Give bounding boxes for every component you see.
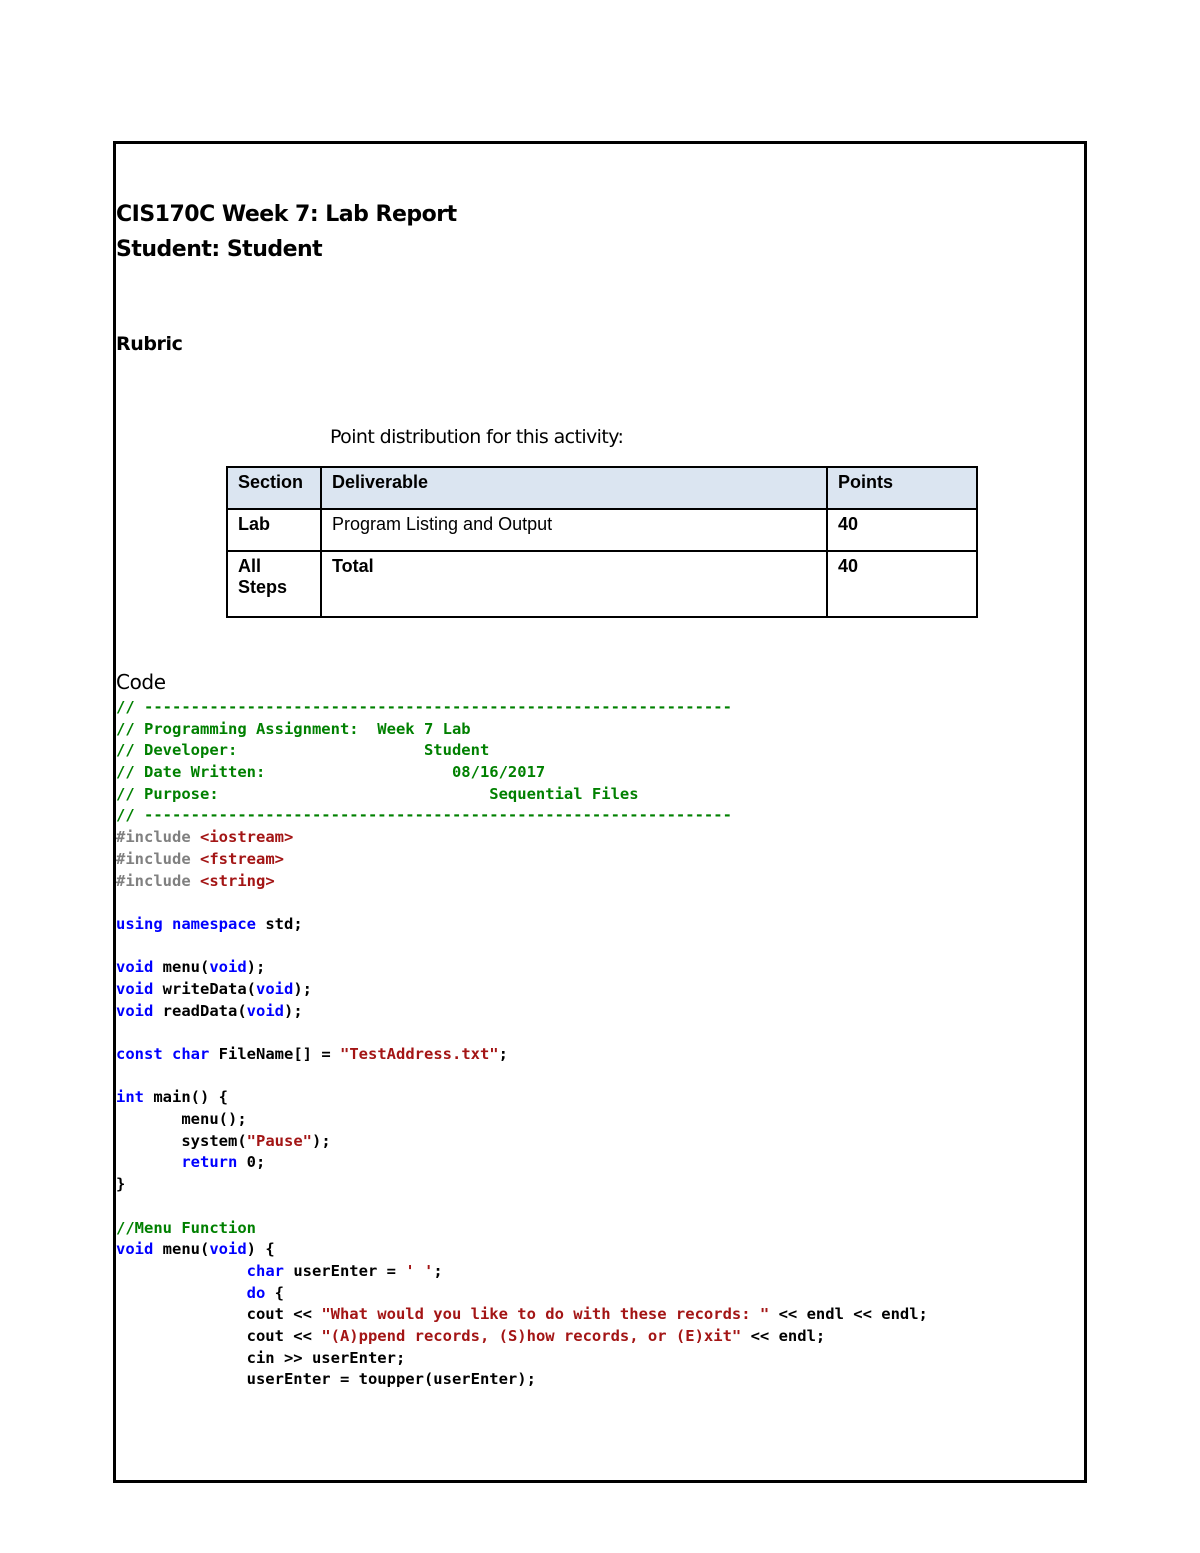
code-token: { <box>265 1283 284 1302</box>
rubric-heading: Rubric <box>116 333 183 355</box>
code-token: void <box>255 979 294 998</box>
document-title: CIS170C Week 7: Lab Report <box>116 202 457 227</box>
code-line <box>116 1283 928 1305</box>
code-token: void <box>209 1240 247 1259</box>
code-token: cout << <box>116 1326 322 1345</box>
code-token: void <box>116 1001 154 1020</box>
table-row <box>227 551 977 617</box>
rubric-table <box>226 466 978 618</box>
table-row <box>227 509 977 551</box>
code-line <box>116 1304 928 1326</box>
code-token: // Date Written: 08/16/2017 <box>116 763 546 782</box>
code-token <box>116 1153 181 1171</box>
code-token: ); <box>311 1131 331 1150</box>
column-header-deliverable: Deliverable <box>321 467 827 509</box>
code-token: ' ' <box>405 1261 434 1280</box>
code-token: void <box>116 958 154 977</box>
code-token: namespace <box>172 914 257 933</box>
code-line <box>116 936 928 958</box>
code-token: // Developer: Student <box>116 741 490 760</box>
code-token: #include <box>116 828 200 847</box>
page-frame <box>113 141 1087 1483</box>
code-token: "TestAddress.txt" <box>340 1045 499 1063</box>
code-line <box>116 1087 928 1109</box>
code-token: char <box>246 1261 284 1280</box>
code-line <box>116 1044 928 1066</box>
code-line <box>116 1174 928 1196</box>
code-line <box>116 957 928 979</box>
code-token: void <box>116 979 154 998</box>
code-line <box>116 849 928 871</box>
code-token: cin >> userEnter; <box>116 1348 406 1367</box>
code-token: int <box>116 1088 144 1107</box>
code-token: #include <box>116 849 200 868</box>
cell-points: 40 <box>827 551 977 617</box>
code-token: FileName[] = <box>209 1045 340 1063</box>
column-header-points: Points <box>827 467 977 509</box>
code-token: ) { <box>246 1240 275 1259</box>
cell-section: Lab <box>227 509 321 551</box>
code-line <box>116 1218 928 1240</box>
code-line <box>116 1326 928 1348</box>
code-line <box>116 1131 928 1153</box>
code-token: main() { <box>144 1088 228 1107</box>
code-token: //Menu Function <box>116 1218 256 1237</box>
code-token: // Purpose: Sequential Files <box>116 784 639 803</box>
code-token: ; <box>433 1261 443 1280</box>
cell-points: 40 <box>827 509 977 551</box>
code-token: ; <box>498 1045 508 1063</box>
code-line <box>116 762 928 784</box>
code-line <box>116 914 928 936</box>
code-token: 0; <box>237 1153 266 1172</box>
code-line <box>116 1022 928 1044</box>
code-line <box>116 871 928 893</box>
code-token: "Pause" <box>246 1131 312 1150</box>
code-token: using <box>116 914 163 933</box>
code-token: readData( <box>153 1001 247 1020</box>
code-token: menu(); <box>116 1110 247 1129</box>
code-token: <string> <box>200 871 275 890</box>
code-token <box>116 1284 247 1302</box>
code-token: std; <box>256 914 303 933</box>
code-token: ); <box>283 1001 303 1020</box>
code-line <box>116 1001 928 1023</box>
code-token: #include <box>116 871 200 890</box>
code-token <box>163 1045 172 1063</box>
table-header-row <box>227 467 977 509</box>
code-token: const <box>116 1045 163 1063</box>
code-token <box>163 915 172 933</box>
code-token: << endl; <box>741 1326 826 1345</box>
code-token: menu( <box>153 1240 210 1259</box>
code-token: userEnter = toupper(userEnter); <box>116 1370 536 1389</box>
code-listing <box>116 697 928 1391</box>
code-token: // --------------------------------------------------------------- <box>116 806 732 825</box>
code-line <box>116 1152 928 1174</box>
code-token: <iostream> <box>200 828 294 847</box>
code-token: ); <box>293 979 312 998</box>
code-token: char <box>172 1045 210 1063</box>
code-line <box>116 1066 928 1088</box>
code-token: do <box>246 1283 266 1302</box>
code-line <box>116 784 928 806</box>
code-token: // Programming Assignment: Week 7 Lab <box>116 719 471 738</box>
code-line <box>116 979 928 1001</box>
column-header-section: Section <box>227 467 321 509</box>
point-distribution-caption: Point distribution for this activity: <box>330 426 624 448</box>
code-token: system( <box>116 1131 247 1150</box>
code-token: writeData( <box>153 979 256 998</box>
student-name: Student: Student <box>116 237 323 262</box>
code-token: cout << <box>116 1305 322 1324</box>
cell-section: All Steps <box>227 551 321 617</box>
code-line <box>116 697 928 719</box>
code-line <box>116 892 928 914</box>
code-line <box>116 740 928 762</box>
code-token <box>116 1262 247 1280</box>
code-token: "(A)ppend records, (S)how records, or (E)xit" <box>321 1326 742 1345</box>
code-token: ); <box>246 958 266 977</box>
code-line <box>116 1348 928 1370</box>
code-line <box>116 827 928 849</box>
code-line <box>116 1239 928 1261</box>
code-line <box>116 1109 928 1131</box>
code-token: void <box>246 1001 284 1020</box>
cell-deliverable: Total <box>321 551 827 617</box>
code-token: return <box>181 1153 238 1172</box>
code-line <box>116 1369 928 1391</box>
code-token: userEnter = <box>283 1261 406 1280</box>
code-line <box>116 805 928 827</box>
code-token: <fstream> <box>200 849 284 868</box>
code-token: void <box>209 958 247 977</box>
code-token: void <box>116 1240 154 1259</box>
code-heading: Code <box>116 670 166 694</box>
cell-deliverable: Program Listing and Output <box>321 509 827 551</box>
code-token: "What would you like to do with these records: " <box>321 1305 770 1324</box>
code-token: } <box>116 1175 126 1194</box>
code-line <box>116 1196 928 1218</box>
code-line <box>116 1261 928 1283</box>
code-token: menu( <box>153 958 210 977</box>
code-line <box>116 719 928 741</box>
code-token: // --------------------------------------------------------------- <box>116 698 732 716</box>
code-token: << endl << endl; <box>769 1305 928 1324</box>
